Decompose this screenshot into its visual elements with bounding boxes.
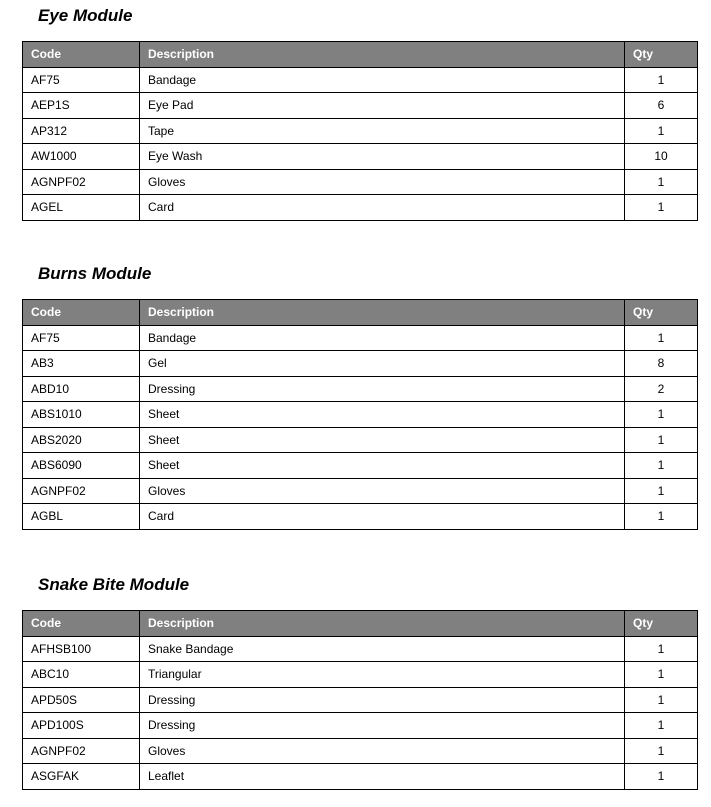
code-cell: ABS2020: [23, 427, 140, 453]
description-cell: Eye Wash: [140, 144, 625, 170]
qty-cell: 1: [625, 118, 698, 144]
qty-cell: 1: [625, 738, 698, 764]
code-cell: ABS1010: [23, 402, 140, 428]
code-cell: APD100S: [23, 713, 140, 739]
description-cell: Leaflet: [140, 764, 625, 790]
snake-bite-module-table: [22, 610, 698, 790]
qty-cell: 1: [625, 453, 698, 479]
column-header-description: Description: [140, 42, 625, 68]
qty-cell: 1: [625, 427, 698, 453]
table-row: [23, 764, 698, 790]
qty-cell: 1: [625, 504, 698, 530]
description-cell: Dressing: [140, 376, 625, 402]
code-cell: AW1000: [23, 144, 140, 170]
code-cell: AF75: [23, 325, 140, 351]
qty-cell: 1: [625, 67, 698, 93]
description-cell: Gloves: [140, 738, 625, 764]
code-cell: AP312: [23, 118, 140, 144]
table-row: [23, 713, 698, 739]
table-row: [23, 351, 698, 377]
code-cell: AF75: [23, 67, 140, 93]
table-header-row: [23, 611, 698, 637]
description-cell: Eye Pad: [140, 93, 625, 119]
column-header-qty: Qty: [625, 42, 698, 68]
table-row: [23, 478, 698, 504]
qty-cell: 1: [625, 636, 698, 662]
column-header-qty: Qty: [625, 611, 698, 637]
qty-cell: 1: [625, 687, 698, 713]
description-cell: Triangular: [140, 662, 625, 688]
table-row: [23, 453, 698, 479]
description-cell: Bandage: [140, 67, 625, 93]
description-cell: Sheet: [140, 453, 625, 479]
code-cell: AGNPF02: [23, 169, 140, 195]
qty-cell: 1: [625, 478, 698, 504]
code-cell: APD50S: [23, 687, 140, 713]
table-row: [23, 738, 698, 764]
code-cell: AEP1S: [23, 93, 140, 119]
description-cell: Gloves: [140, 169, 625, 195]
code-cell: AGNPF02: [23, 738, 140, 764]
code-cell: AGEL: [23, 195, 140, 221]
qty-cell: 1: [625, 662, 698, 688]
description-cell: Dressing: [140, 713, 625, 739]
qty-cell: 1: [625, 195, 698, 221]
code-cell: ASGFAK: [23, 764, 140, 790]
table-row: [23, 687, 698, 713]
description-cell: Tape: [140, 118, 625, 144]
qty-cell: 6: [625, 93, 698, 119]
qty-cell: 1: [625, 325, 698, 351]
qty-cell: 1: [625, 713, 698, 739]
table-row: [23, 118, 698, 144]
code-cell: ABD10: [23, 376, 140, 402]
table-row: [23, 144, 698, 170]
qty-cell: 1: [625, 169, 698, 195]
column-header-description: Description: [140, 611, 625, 637]
table-row: [23, 93, 698, 119]
qty-cell: 8: [625, 351, 698, 377]
qty-cell: 10: [625, 144, 698, 170]
table-row: [23, 325, 698, 351]
table-header-row: [23, 42, 698, 68]
table-row: [23, 662, 698, 688]
column-header-code: Code: [23, 42, 140, 68]
code-cell: AGBL: [23, 504, 140, 530]
description-cell: Card: [140, 504, 625, 530]
table-row: [23, 636, 698, 662]
burns-module-table: [22, 299, 698, 530]
description-cell: Snake Bandage: [140, 636, 625, 662]
code-cell: AGNPF02: [23, 478, 140, 504]
qty-cell: 1: [625, 402, 698, 428]
description-cell: Card: [140, 195, 625, 221]
table-row: [23, 504, 698, 530]
section-title: Burns Module: [38, 264, 152, 283]
table-row: [23, 195, 698, 221]
column-header-qty: Qty: [625, 300, 698, 326]
section-title: Eye Module: [38, 6, 133, 25]
eye-module-table: [22, 41, 698, 221]
column-header-code: Code: [23, 611, 140, 637]
column-header-description: Description: [140, 300, 625, 326]
qty-cell: 1: [625, 764, 698, 790]
description-cell: Dressing: [140, 687, 625, 713]
section-title: Snake Bite Module: [38, 575, 190, 594]
description-cell: Sheet: [140, 402, 625, 428]
table-row: [23, 376, 698, 402]
table-row: [23, 169, 698, 195]
code-cell: AB3: [23, 351, 140, 377]
table-row: [23, 67, 698, 93]
table-row: [23, 427, 698, 453]
description-cell: Gloves: [140, 478, 625, 504]
code-cell: ABC10: [23, 662, 140, 688]
code-cell: ABS6090: [23, 453, 140, 479]
qty-cell: 2: [625, 376, 698, 402]
column-header-code: Code: [23, 300, 140, 326]
description-cell: Bandage: [140, 325, 625, 351]
description-cell: Gel: [140, 351, 625, 377]
table-header-row: [23, 300, 698, 326]
description-cell: Sheet: [140, 427, 625, 453]
table-row: [23, 402, 698, 428]
code-cell: AFHSB100: [23, 636, 140, 662]
